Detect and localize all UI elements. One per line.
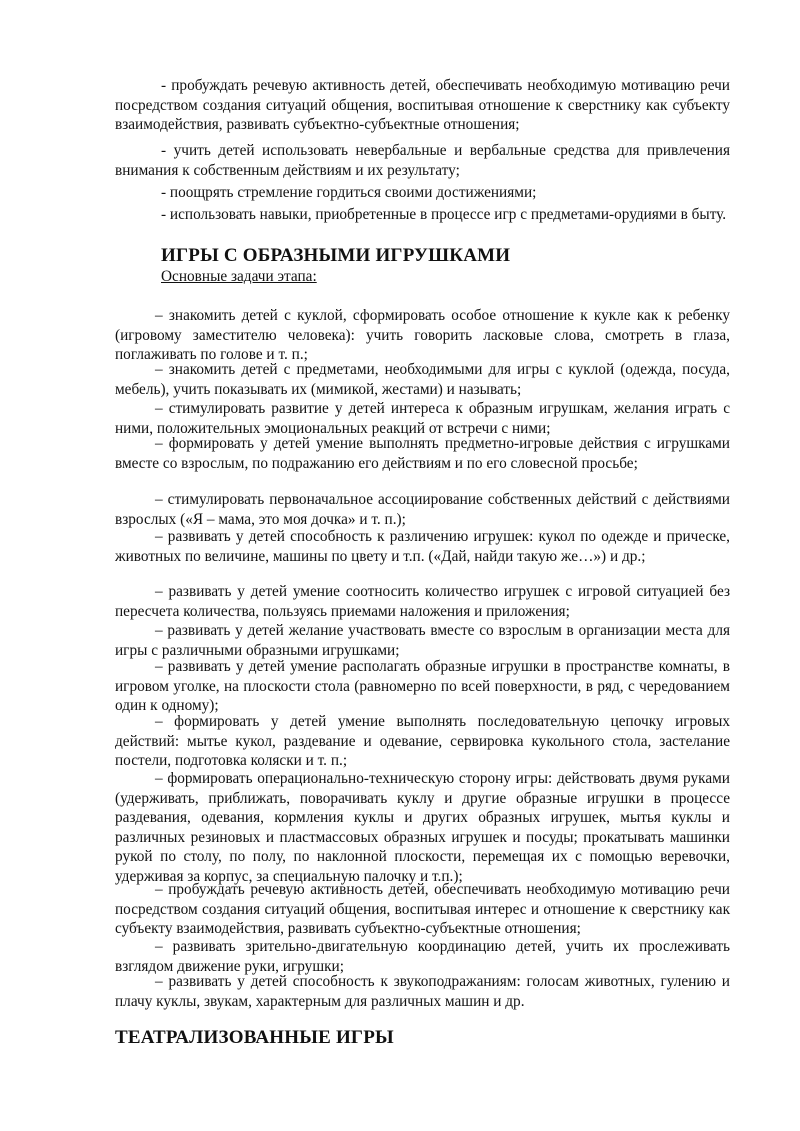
list-item: – развивать у детей умение соотносить количество игрушек с игровой ситуацией без пересчета количества, пользуясь приемами наложения и приложения; (115, 583, 730, 620)
list-item: – развивать у детей способность к звукоподражаниям: голосам животных, гулению и плачу куклы, звукам, характерным для различных машин и др. (115, 973, 730, 1010)
list-item: – знакомить детей с куклой, сформировать особое отношение к кукле как к ребенку (игровому заместителю человека): учить говорить ласковые слова, смотреть в глаза, поглаживать по голове и т. п.; (115, 307, 730, 364)
list-item: – развивать у детей способность к различению игрушек: кукол по одежде и прическе, животных по величине, машины по цвету и т.п. («Дай, найди такую же…») и др.; (115, 528, 730, 565)
paragraph: - использовать навыки, приобретенные в процессе игр с предметами-орудиями в быту. (161, 206, 727, 223)
section-heading: ТЕАТРАЛИЗОВАННЫЕ ИГРЫ (115, 1027, 394, 1048)
paragraph: - учить детей использовать невербальные и вербальные средства для привлечения внимания к собственным действиям и их результату; (115, 142, 730, 179)
list-item: – развивать у детей умение располагать образные игрушки в пространстве комнаты, в игровом уголке, на плоскости стола (равномерно по всей поверхности, в ряд, с чередованием один к одному); (115, 658, 730, 715)
list-item: – пробуждать речевую активность детей, обеспечивать необходимую мотивацию речи посредством создания ситуаций общения, воспитывая интерес и отношение к сверстнику как субъекту взаимодействия, развивать субъектно-субъектные отношения; (115, 881, 730, 938)
list-item: – формировать у детей умение выполнять предметно-игровые действия с игрушками вместе со взрослым, по подражанию его действиям и по его словесной просьбе; (115, 435, 730, 472)
section-subheading: Основные задачи этапа: (161, 268, 317, 285)
list-item: – развивать зрительно-двигательную координацию детей, учить их прослеживать взглядом движение руки, игрушки; (115, 938, 730, 975)
paragraph: - пробуждать речевую активность детей, обеспечивать необходимую мотивацию речи посредством создания ситуаций общения, воспитывая отношение к сверстнику как субъекту взаимодействия, развивать субъектно-субъектные отношения; (115, 77, 730, 134)
list-item: – знакомить детей с предметами, необходимыми для игры с куклой (одежда, посуда, мебель), учить показывать их (мимикой, жестами) и называть; (115, 361, 730, 398)
section-heading: ИГРЫ С ОБРАЗНЫМИ ИГРУШКАМИ (161, 245, 511, 266)
list-item: – стимулировать развитие у детей интереса к образным игрушкам, желания играть с ними, положительных эмоциональных реакций от встречи с ними; (115, 400, 730, 437)
paragraph: - поощрять стремление гордиться своими достижениями; (161, 184, 537, 201)
list-item: – стимулировать первоначальное ассоциирование собственных действий с действиями взрослых («Я – мама, это моя дочка» и т. п.); (115, 491, 730, 528)
list-item: – формировать у детей умение выполнять последовательную цепочку игровых действий: мытье кукол, раздевание и одевание, сервировка кукольного стола, застелание постели, подготовка коляски и т. п.; (115, 713, 730, 770)
list-item: – развивать у детей желание участвовать вместе со взрослым в организации места для игры с различными образными игрушками; (115, 622, 730, 659)
list-item: – формировать операционально-техническую сторону игры: действовать двумя руками (удерживать, приближать, поворачивать куклу и другие образные игрушки в процессе раздевания, одевания, кормления куклы и других образных игрушек, мытья куклы и различных резиновых и пластмассовых образных игрушек и посуды; прокатывать машинки рукой по столу, по полу, по наклонной плоскости, перемещая их с помощью веревочки, удерживая за корпус, за специальную палочку и т.п.); (115, 770, 730, 885)
